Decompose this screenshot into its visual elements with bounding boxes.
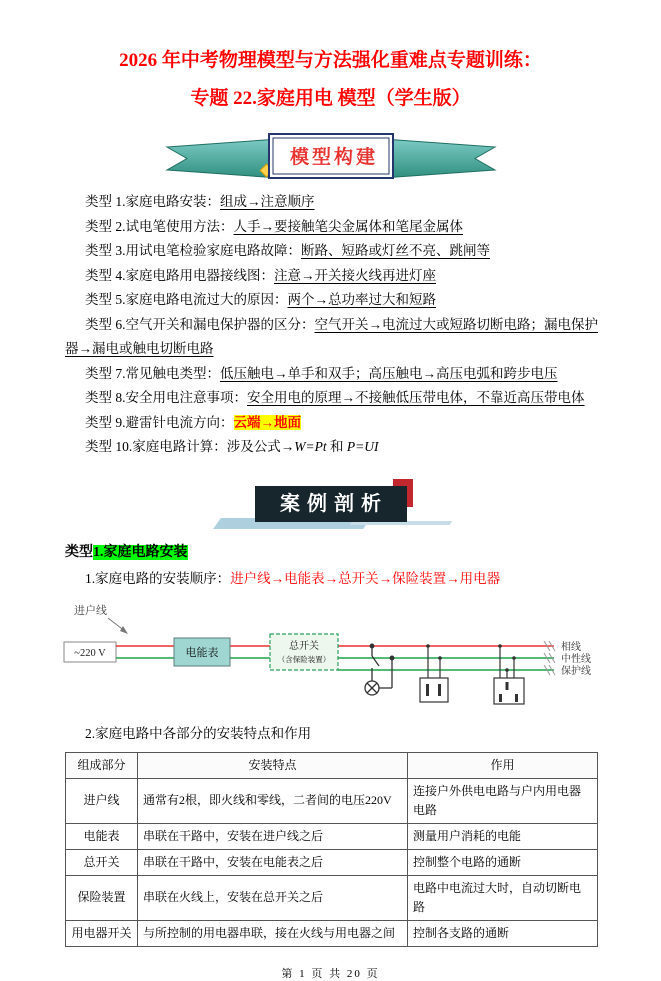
install-order-line <box>85 567 603 591</box>
table-cell: 电能表 <box>66 823 138 849</box>
table-row <box>66 920 598 946</box>
formula-joiner: 和 <box>326 439 347 454</box>
table-row <box>66 778 598 823</box>
ribbon-graphic <box>161 130 501 182</box>
list-item <box>65 411 603 436</box>
phase-wire-label: 相线 <box>561 641 581 653</box>
table-cell: 进户线 <box>66 778 138 823</box>
table-header-row <box>66 752 598 778</box>
install-order-sequence: 进户线→电能表→总开关→保险装置→用电器 <box>230 570 501 586</box>
list-item <box>65 239 603 264</box>
list-item <box>65 288 603 313</box>
item-head: 类型 4.家庭电路用电器接线图： <box>85 267 274 283</box>
item-head: 类型 2.试电笔使用方法： <box>85 218 234 234</box>
svg-text:进户线: 进户线 <box>74 604 107 617</box>
banner-title-box <box>269 134 393 178</box>
case-analysis-banner <box>221 486 441 532</box>
table-cell: 电路中电流过大时，自动切断电路 <box>408 875 598 920</box>
section-heading-prefix: 类型 <box>65 544 93 560</box>
table-header: 作用 <box>408 752 598 778</box>
case-analysis-label: 案例剖析 <box>255 486 407 522</box>
item-head: 类型 3.用试电笔检验家庭电路故障： <box>85 243 301 258</box>
page-number-footer: 第 1 页 共 20 页 <box>281 967 380 980</box>
table-cell: 串联在干路中，安装在电能表之后 <box>138 849 408 875</box>
item-head: 类型 1.家庭电路安装： <box>85 194 220 209</box>
doc-title-line2: 专题 22.家庭用电 模型（学生版） <box>190 88 471 109</box>
table-cell: 串联在干路中，安装在进户线之后 <box>138 823 408 849</box>
table-cell: 串联在火线上，安装在总开关之后 <box>138 875 408 920</box>
item-head: 类型 6.空气开关和漏电保护器的区分： <box>85 316 315 332</box>
list-item <box>65 215 603 240</box>
formula: P=UI <box>346 439 379 454</box>
svg-text:总开关: 总开关 <box>289 640 319 652</box>
item-tail: 组成→注意顺序 <box>220 194 315 209</box>
neutral-wire-label: 中性线 <box>561 653 591 665</box>
table-cell: 通常有2根，即火线和零线，二者间的电压220V <box>138 778 408 823</box>
socket-two-hole <box>420 644 448 702</box>
energy-meter-box <box>174 638 230 666</box>
circuit-diagram-svg <box>62 594 602 714</box>
table-header: 组成部分 <box>66 752 138 778</box>
item-head: 类型 5.家庭电路电流过大的原因： <box>85 292 288 307</box>
svg-text:（含保险装置）: （含保险装置） <box>277 654 331 664</box>
table-cell: 测量用户消耗的电能 <box>408 823 598 849</box>
item-tail: 断路、短路或灯丝不亮、跳闸等 <box>301 243 490 258</box>
model-build-banner <box>161 130 501 182</box>
install-order-head: 1.家庭电路的安装顺序： <box>85 570 231 586</box>
table-row <box>66 849 598 875</box>
table-cell: 控制各支路的通断 <box>408 920 598 946</box>
svg-text:电能表: 电能表 <box>185 646 219 659</box>
table-row <box>66 823 598 849</box>
item-head: 类型 7.常见触电类型： <box>85 365 220 381</box>
model-type-list <box>65 190 603 460</box>
formula: W=Pt <box>294 439 327 454</box>
table-cell: 与所控制的用电器串联，接在火线与用电器之间 <box>138 920 408 946</box>
item-tail: 两个→总功率过大和短路 <box>287 292 436 307</box>
entry-wire-label <box>74 603 128 634</box>
circuit-diagram <box>62 594 661 719</box>
list-item <box>65 435 603 460</box>
list-item <box>65 190 603 215</box>
socket-three-hole <box>494 644 524 704</box>
item-tail: 空气开关→电流过大或短路切断电路；漏电保护器→漏电或触电切断电路 <box>65 316 598 356</box>
table-cell: 总开关 <box>66 849 138 875</box>
item-head: 类型 9.避雷针电流方向： <box>85 414 234 430</box>
doc-title-line1: 2026 年中考物理模型与方法强化重难点专题训练： <box>119 50 542 71</box>
table-header: 安装特点 <box>138 752 408 778</box>
install-table <box>65 752 598 947</box>
item-head: 类型 8.安全用电注意事项： <box>85 390 247 405</box>
table-cell: 控制整个电路的通断 <box>408 849 598 875</box>
list-item <box>65 362 603 387</box>
ribbon-right-tail <box>383 139 495 178</box>
table-cell: 用电器开关 <box>66 920 138 946</box>
section-heading-highlight: 1.家庭电路安装 <box>93 544 188 560</box>
section-heading <box>65 542 661 564</box>
protective-wire-label: 保护线 <box>561 665 591 677</box>
model-build-banner-label: 模型构建 <box>289 147 378 168</box>
item-tail: 涉及公式→ <box>226 439 295 454</box>
main-switch-box <box>270 634 338 670</box>
table-row <box>66 875 598 920</box>
svg-text:~220 V: ~220 V <box>74 647 106 659</box>
item-tail: 安全用电的原理→不接触低压带电体，不靠近高压带电体 <box>247 390 585 405</box>
item-tail: 低压触电→单手和双手；高压触电→高压电弧和跨步电压 <box>220 365 558 381</box>
table-cell: 保险装置 <box>66 875 138 920</box>
item-tail: 人手→要接触笔尖金属体和笔尾金属体 <box>233 218 463 234</box>
table-cell: 连接户外供电电路与户内用电器电路 <box>408 778 598 823</box>
table-intro-line: 2.家庭电路中各部分的安装特点和作用 <box>85 725 312 741</box>
item-tail: 注意→开关接火线再进灯座 <box>274 267 436 283</box>
wire-labels <box>561 640 591 677</box>
list-item <box>65 386 603 411</box>
list-item <box>65 264 603 289</box>
supply-voltage-box <box>64 642 116 662</box>
item-head: 类型 10.家庭电路计算： <box>85 439 227 454</box>
list-item <box>65 313 603 362</box>
item-highlight: 云端→地面 <box>233 414 301 430</box>
